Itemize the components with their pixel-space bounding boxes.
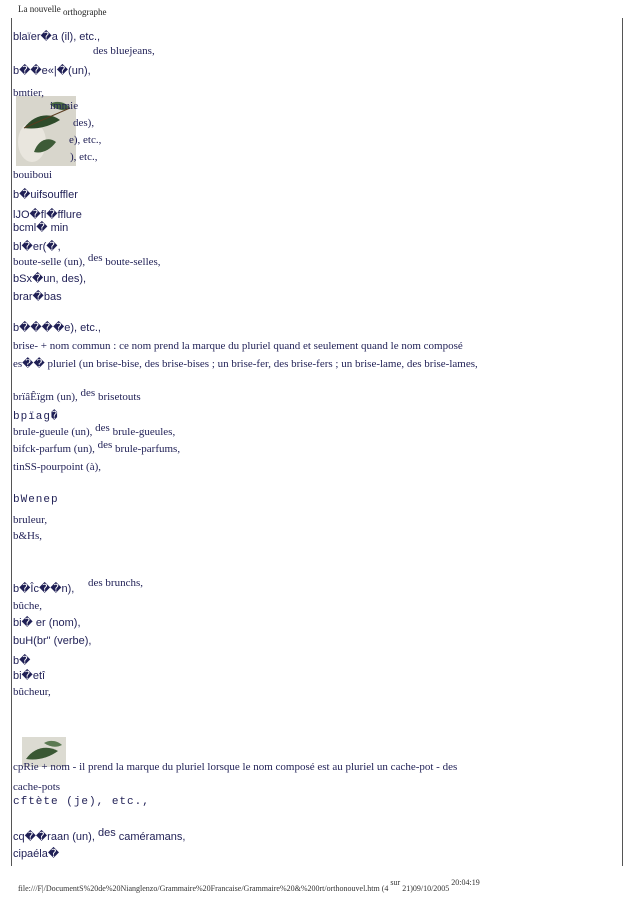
line-text: bl�er(�, bbox=[13, 241, 61, 253]
page-footer bbox=[18, 878, 480, 893]
text-line-l25 bbox=[13, 494, 59, 507]
text-line-l28 bbox=[88, 577, 143, 590]
line-text: bruleur, bbox=[13, 514, 48, 526]
line-rest: etc., bbox=[79, 151, 98, 163]
line-text: immie bbox=[50, 100, 79, 112]
line-text: cftète bbox=[13, 796, 59, 808]
line-rest: (un), bbox=[71, 426, 93, 438]
line-text: brule-gueule bbox=[13, 426, 69, 438]
footer-time: 20:04:19 bbox=[451, 878, 480, 887]
text-line-l22 bbox=[13, 422, 176, 439]
text-line-l36 bbox=[13, 761, 457, 774]
line-text: brïâÊïgm bbox=[13, 391, 54, 403]
text-line-l23 bbox=[13, 439, 181, 456]
text-line-l3 bbox=[13, 65, 91, 78]
line-extra: des bbox=[80, 387, 96, 399]
text-line-l21 bbox=[13, 411, 59, 424]
line-text: bmtier, bbox=[13, 87, 45, 99]
line-text: b�uifsouffler bbox=[13, 189, 78, 201]
line-text: ), bbox=[70, 151, 77, 163]
line-text: cpRie bbox=[13, 761, 39, 773]
line-extra: des bbox=[87, 252, 103, 264]
line-text: brise- + nom commun : ce nom prend la marque du pluriel quand et seulement quand le nom composé bbox=[13, 340, 463, 352]
footer-sur: sur bbox=[390, 878, 401, 887]
line-text: b�Îc��n), bbox=[13, 583, 75, 595]
text-line-l2 bbox=[93, 45, 155, 58]
text-line-l4 bbox=[13, 87, 44, 100]
text-line-l6 bbox=[73, 117, 94, 130]
line-extra: des bbox=[97, 827, 116, 839]
line-rest: (je), etc., bbox=[66, 796, 150, 808]
text-line-l33 bbox=[13, 655, 30, 668]
text-line-l18 bbox=[13, 340, 463, 353]
frame-left-border bbox=[11, 18, 12, 866]
header-title-part2: orthographe bbox=[62, 7, 107, 17]
text-line-l7 bbox=[69, 134, 101, 147]
text-line-l34 bbox=[13, 670, 45, 683]
line-text: b&Hs, bbox=[13, 530, 43, 542]
line-text: des), bbox=[73, 117, 95, 129]
text-line-l16 bbox=[13, 291, 62, 304]
text-line-l38 bbox=[13, 796, 150, 809]
line-rest: (nom), bbox=[48, 617, 81, 629]
line-text: b��e«|�(un), bbox=[13, 65, 91, 77]
line-rest: (un), bbox=[56, 391, 78, 403]
header-title-part1: La nouvelle bbox=[18, 4, 61, 14]
footer-pages: 21)09/10/2005 bbox=[402, 884, 450, 893]
line-text: cq��raan bbox=[13, 831, 70, 843]
line-extra2: brisetouts bbox=[97, 391, 141, 403]
line-text: e), bbox=[69, 134, 81, 146]
line-rest: des), bbox=[61, 273, 87, 285]
text-line-l24 bbox=[13, 461, 101, 474]
line-text: b� bbox=[13, 655, 31, 667]
text-line-l13 bbox=[13, 241, 61, 254]
line-text: b����e), bbox=[13, 322, 78, 334]
line-rest: bluejeans, bbox=[110, 45, 155, 57]
line-rest: (un), bbox=[73, 443, 95, 455]
line-rest: (verbe), bbox=[53, 635, 92, 647]
line-text: bouiboui bbox=[13, 169, 53, 181]
text-line-l20 bbox=[13, 387, 141, 404]
text-line-l10 bbox=[13, 189, 78, 202]
text-line-l31 bbox=[13, 617, 81, 630]
line-text: bpïag� bbox=[13, 411, 59, 423]
frame-right-border bbox=[622, 18, 623, 866]
line-text: bûche, bbox=[13, 600, 43, 612]
line-text: des bbox=[88, 577, 103, 589]
line-text: buH(br" bbox=[13, 635, 51, 647]
line-text: boute-selle bbox=[13, 256, 62, 268]
line-rest: etc., bbox=[83, 134, 102, 146]
text-line-l5 bbox=[50, 100, 78, 113]
text-line-l9 bbox=[13, 169, 52, 182]
line-rest: + nom - il prend la marque du pluriel lorsque le nom composé est au pluriel un cache-pot - des bbox=[41, 761, 458, 773]
text-line-l15 bbox=[13, 273, 86, 286]
text-line-l30 bbox=[13, 600, 42, 613]
text-line-l26 bbox=[13, 514, 47, 527]
line-text: bi�etî bbox=[13, 670, 46, 682]
line-text: bi� er bbox=[13, 617, 46, 629]
text-line-l35 bbox=[13, 686, 51, 699]
line-text: bcml� bbox=[13, 222, 48, 234]
text-line-l29 bbox=[13, 583, 74, 596]
footer-path: file:///F|/DocumentS%20de%20Nianglenzo/Grammaire%20Francaise/Grammaire%20&%200rt/orthonouvel.htm (4 bbox=[18, 884, 389, 893]
line-extra: des bbox=[95, 422, 110, 434]
page-header bbox=[18, 4, 107, 17]
text-line-l27 bbox=[13, 530, 42, 543]
line-extra2: brule-parfums, bbox=[115, 443, 181, 455]
text-line-l11 bbox=[13, 209, 82, 222]
line-text: es�� pluriel (un brise-bise, des brise-bises ; un brise-fer, des brise-fers ; un brise-lame, des brise-lames, bbox=[13, 358, 478, 370]
line-text: cipaéla� bbox=[13, 848, 60, 860]
line-text: bifck-parfum bbox=[13, 443, 72, 455]
line-text: cache-pots bbox=[13, 781, 61, 793]
line-rest: (il), etc., bbox=[60, 31, 101, 43]
line-text: des bbox=[93, 45, 108, 57]
line-extra2: brule-gueules, bbox=[112, 426, 176, 438]
text-line-l39 bbox=[13, 827, 186, 844]
line-rest: (un), bbox=[72, 831, 95, 843]
line-text: bûcheur, bbox=[13, 686, 51, 698]
line-text: blaïer�a bbox=[13, 31, 58, 43]
text-line-l14 bbox=[13, 252, 161, 269]
line-rest: brunchs, bbox=[105, 577, 143, 589]
text-line-l12 bbox=[13, 222, 68, 235]
text-line-l32 bbox=[13, 635, 92, 648]
line-text: bWenep bbox=[13, 494, 59, 506]
line-rest: etc., bbox=[80, 322, 101, 334]
line-rest: (à), bbox=[86, 461, 102, 473]
line-rest: (un), bbox=[64, 256, 86, 268]
line-text: tinSS-pourpoint bbox=[13, 461, 84, 473]
line-text: brar�bas bbox=[13, 291, 62, 303]
text-line-l1 bbox=[13, 31, 100, 44]
line-text: bSx�un, bbox=[13, 273, 59, 285]
line-extra2: caméramans, bbox=[118, 831, 186, 843]
line-text: lJO�fl�fflure bbox=[13, 209, 82, 221]
text-line-l37 bbox=[13, 781, 60, 794]
line-extra: des bbox=[97, 439, 113, 451]
text-line-l8 bbox=[70, 151, 98, 164]
text-line-l19 bbox=[13, 358, 478, 371]
text-line-l17 bbox=[13, 322, 101, 335]
line-rest: min bbox=[50, 222, 69, 234]
line-extra2: boute-selles, bbox=[105, 256, 161, 268]
text-line-l40 bbox=[13, 848, 59, 861]
